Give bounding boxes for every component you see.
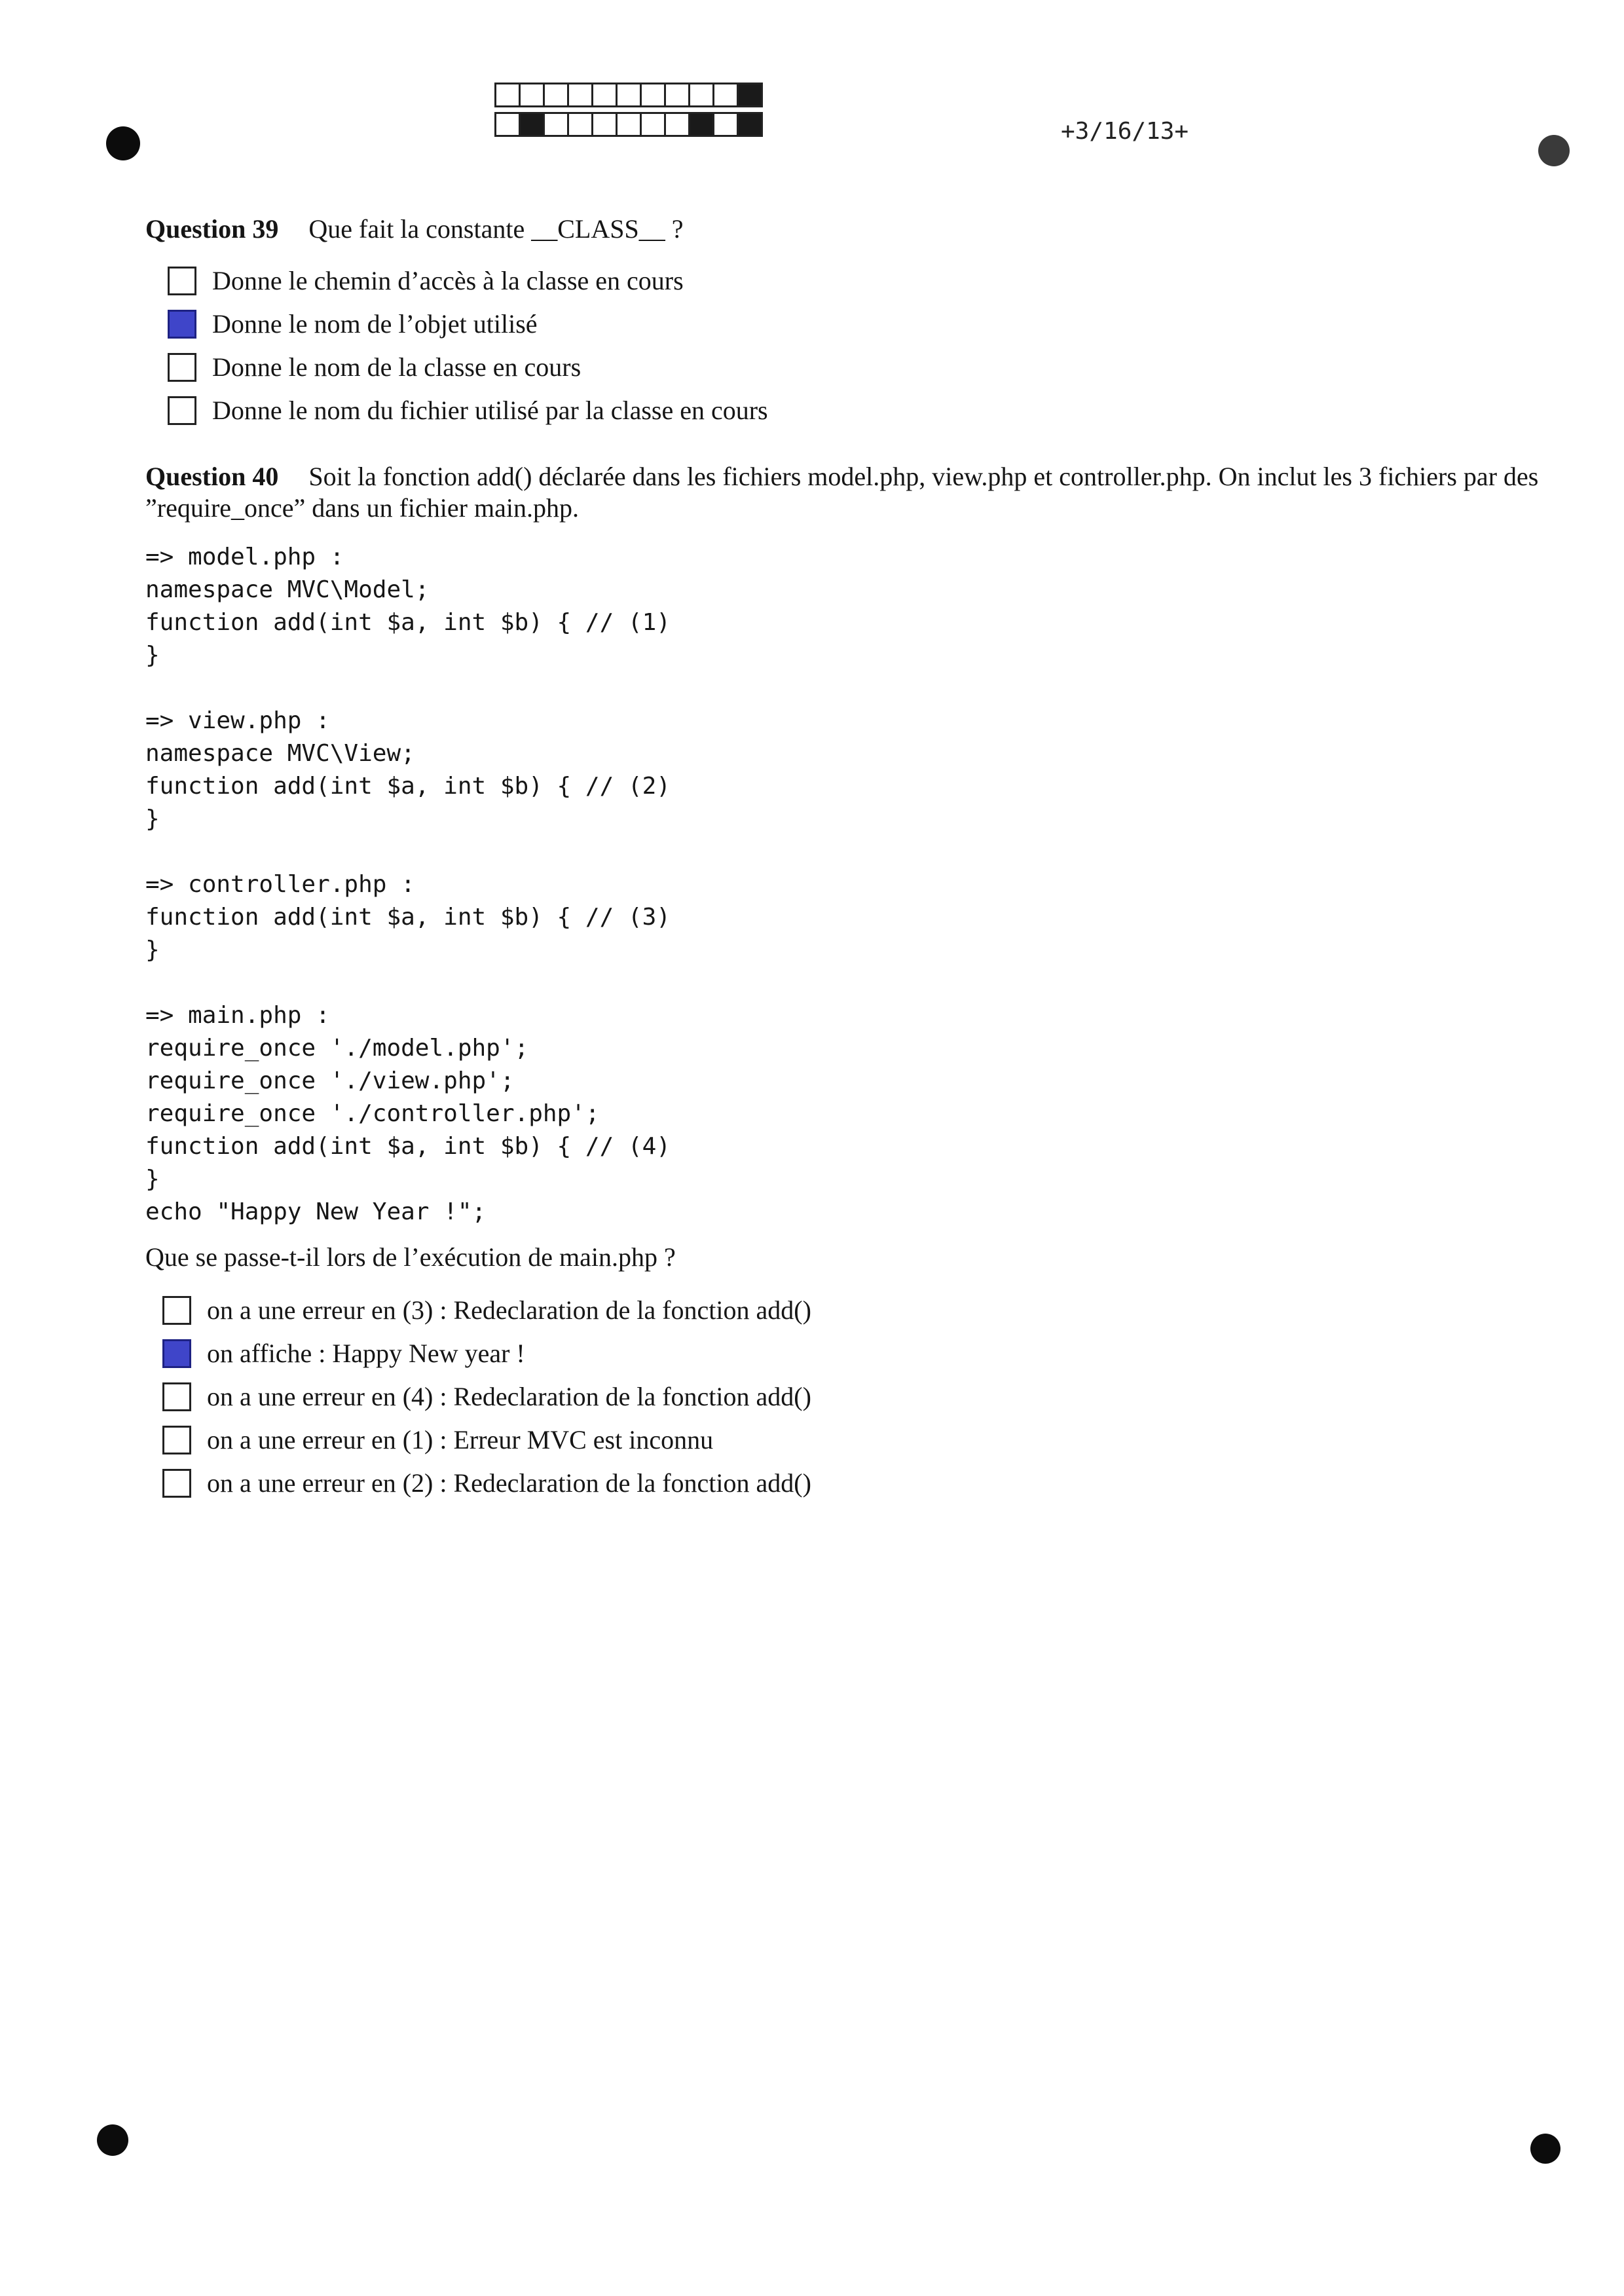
barcode-cell <box>494 83 521 107</box>
answer-option[interactable] <box>162 1332 1553 1375</box>
answer-checkbox[interactable] <box>168 353 196 382</box>
barcode-row-2 <box>494 112 761 137</box>
answer-option[interactable] <box>168 259 1553 303</box>
answer-checkbox[interactable] <box>162 1469 191 1498</box>
answer-option[interactable] <box>162 1462 1553 1505</box>
barcode-cell <box>567 83 593 107</box>
barcode-cell <box>567 112 593 137</box>
barcode-cell <box>494 112 521 137</box>
question-header <box>145 461 1553 524</box>
answer-option[interactable] <box>162 1375 1553 1418</box>
barcode-cell <box>543 83 569 107</box>
barcode-cell <box>616 112 642 137</box>
corner-marker-bottom-right <box>1530 2134 1560 2164</box>
barcode-cell <box>688 83 714 107</box>
barcode-cell <box>640 83 666 107</box>
question-label: Question 39 <box>145 214 279 244</box>
answer-text: on a une erreur en (2) : Redeclaration de la fonction add() <box>207 1468 811 1498</box>
barcode-cell <box>519 112 545 137</box>
page-identifier: +3/16/13+ <box>1061 118 1189 145</box>
barcode-cell <box>591 112 618 137</box>
barcode-cell <box>543 112 569 137</box>
answer-text: on a une erreur en (4) : Redeclaration de la fonction add() <box>207 1382 811 1411</box>
barcode-cell <box>591 83 618 107</box>
answer-text: Donne le nom de l’objet utilisé <box>212 309 538 339</box>
answer-option[interactable] <box>168 389 1553 432</box>
question-text: Que fait la constante __CLASS__ ? <box>308 214 684 244</box>
barcode-cell <box>664 112 690 137</box>
corner-marker-top-right <box>1538 135 1570 166</box>
barcode-cell <box>519 83 545 107</box>
answer-text: Donne le chemin d’accès à la classe en cours <box>212 266 684 295</box>
answer-option[interactable] <box>162 1289 1553 1332</box>
barcode-cell <box>737 112 763 137</box>
answer-checkbox[interactable] <box>168 310 196 339</box>
barcode-cell <box>712 112 739 137</box>
barcode-cell <box>712 83 739 107</box>
barcode-cell <box>664 83 690 107</box>
answer-list <box>162 1289 1553 1505</box>
answer-checkbox[interactable] <box>168 267 196 295</box>
question-40 <box>145 461 1553 1505</box>
answer-checkbox[interactable] <box>162 1382 191 1411</box>
answer-checkbox[interactable] <box>162 1339 191 1368</box>
barcode-cell <box>688 112 714 137</box>
answer-text: Donne le nom de la classe en cours <box>212 352 581 382</box>
answer-option[interactable] <box>168 303 1553 346</box>
corner-marker-bottom-left <box>97 2124 128 2156</box>
answer-text: on a une erreur en (3) : Redeclaration de la fonction add() <box>207 1295 811 1325</box>
answer-checkbox[interactable] <box>162 1426 191 1454</box>
answer-text: on affiche : Happy New year ! <box>207 1339 525 1368</box>
answer-option[interactable] <box>168 346 1553 389</box>
question-39 <box>145 213 1553 432</box>
barcode-row-1 <box>494 83 761 107</box>
barcode-cell <box>737 83 763 107</box>
question-text: Soit la fonction add() déclarée dans les fichiers model.php, view.php et controller.php. On inclut les 3 fichiers par des ”require_once” dans un fichier main.php. <box>145 462 1545 523</box>
answer-text: Donne le nom du fichier utilisé par la classe en cours <box>212 396 768 425</box>
code-listing: => model.php : namespace MVC\Model; function add(int $a, int $b) { // (1) } => view.php : namespace MVC\View; function add(int $a, int $b) { // (2) } => controller.php : function add(int $a, int $b) { // (3) } => main.php : require_once './model.php'; require_once './view.php'; require_once './controller.php'; function add(int $a, int $b) { // (4) } echo "Happy New Year !"; <box>145 544 671 1225</box>
answer-checkbox[interactable] <box>168 396 196 425</box>
answer-option[interactable] <box>162 1418 1553 1462</box>
corner-marker-top-left <box>106 126 140 160</box>
question-prompt: Que se passe-t-il lors de l’exécution de main.php ? <box>145 1242 676 1272</box>
answer-checkbox[interactable] <box>162 1296 191 1325</box>
question-label: Question 40 <box>145 462 279 491</box>
barcode-cell <box>640 112 666 137</box>
barcode-cell <box>616 83 642 107</box>
answer-text: on a une erreur en (1) : Erreur MVC est inconnu <box>207 1425 714 1454</box>
answer-list <box>168 259 1553 432</box>
question-header <box>145 213 1553 245</box>
